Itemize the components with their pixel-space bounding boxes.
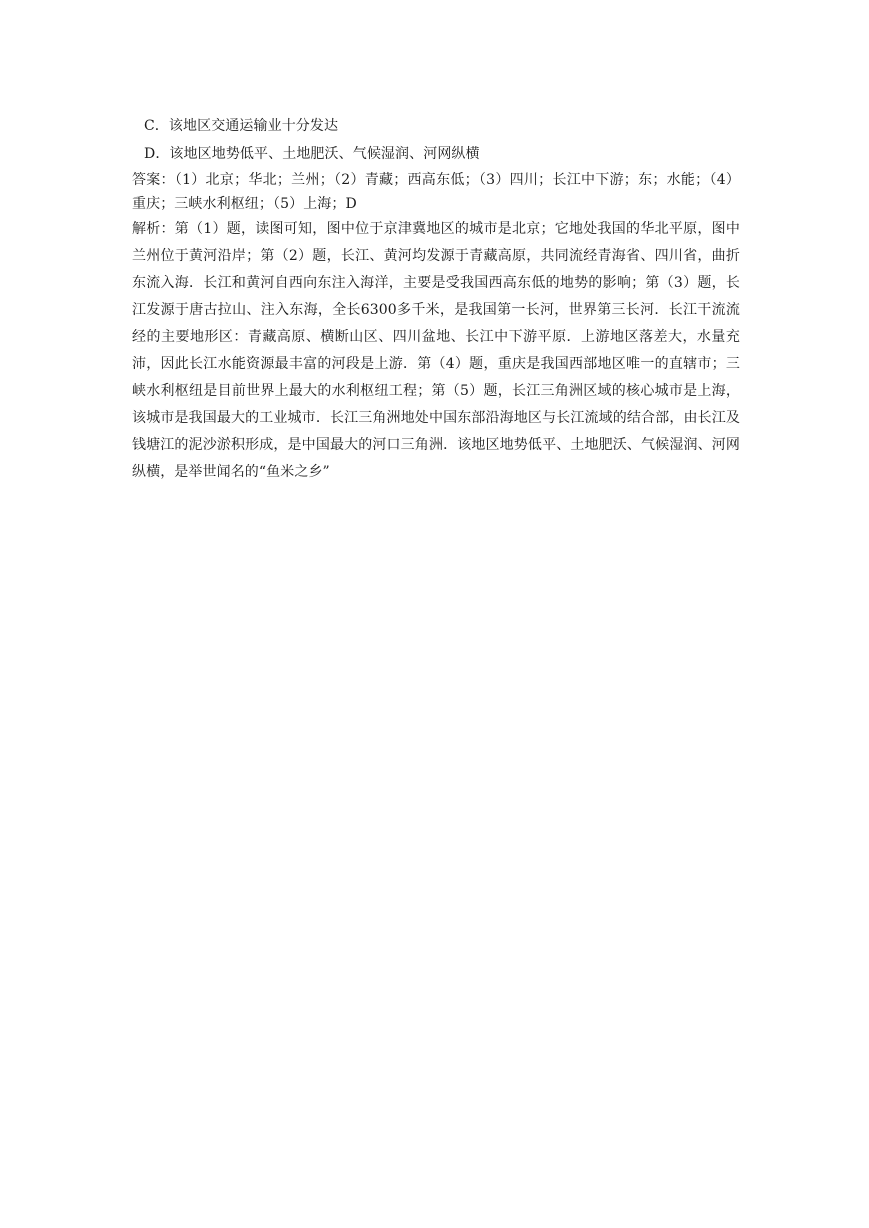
option-d: D．该地区地势低平、土地肥沃、气候湿润、河网纵横: [144, 146, 480, 162]
answer-paragraph: 答案：（1）北京；华北；兰州；（2）青藏；西高东低；（3）四川；长江中下游；东；水能；（4）重庆；三峡水利枢纽；（5）上海；D: [132, 172, 740, 212]
document-content: [132, 112, 740, 486]
option-c: C．该地区交通运输业十分发达: [144, 118, 339, 134]
analysis-paragraph: 解析：第（1）题，读图可知，图中位于京津冀地区的城市是北京；它地处我国的华北平原，图中兰州位于黄河沿岸；第（2）题，长江、黄河均发源于青藏高原，共同流经青海省、四川省，曲折东流入海．长江和黄河自西向东注入海洋，主要是受我国西高东低的地势的影响；第（3）题，长江发源于唐古拉山、注入东海，全长6300多千米，是我国第一长河，世界第三长河．长江干流流经的主要地形区：青藏高原、横断山区、四川盆地、长江中下游平原．上游地区落差大，水量充沛，因此长江水能资源最丰富的河段是上游．第（4）题，重庆是我国西部地区唯一的直辖市；三峡水利枢纽是目前世界上最大的水利枢纽工程；第（5）题，长江三角洲区域的核心城市是上海，该城市是我国最大的工业城市．长江三角洲地处中国东部沿海地区与长江流域的结合部，由长江及钱塘江的泥沙淤积形成，是中国最大的河口三角洲．该地区地势低平、土地肥沃、气候湿润、河网纵横，是举世闻名的“鱼米之乡”: [132, 221, 740, 480]
